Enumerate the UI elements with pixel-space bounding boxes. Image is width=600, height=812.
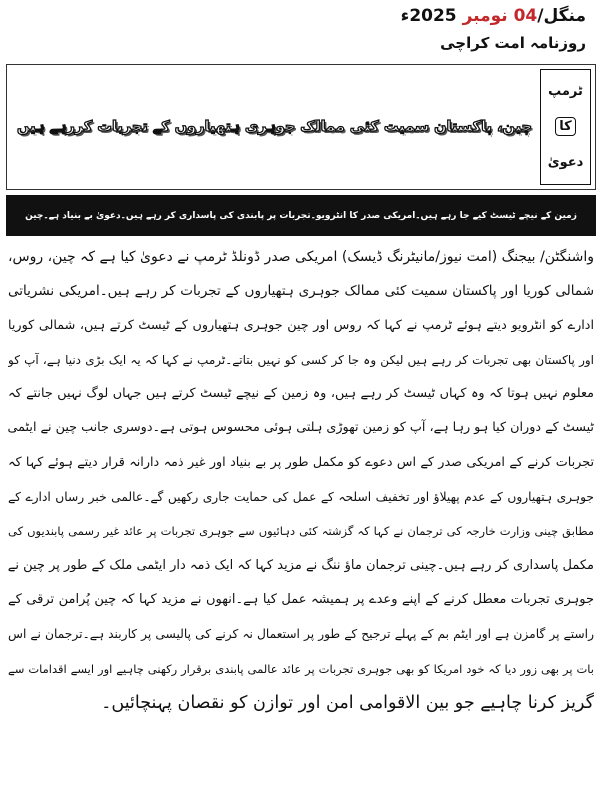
body-line: تجربات کرنے کے امریکی صدر کے اس دعوے کو مکمل طور پر بے بنیاد اور غیر ذمہ دارانہ قرار دیتے ہوئے کہا کہ xyxy=(8,454,594,470)
body-line: مطابق چینی وزارت خارجہ کی ترجمان نے کہا کہ گزشتہ کئی دہائیوں سے جوہری تجربات پر عائد غیر رسمی پابندیوں کی xyxy=(8,524,594,539)
body-line: راستے پر گامزن ہے اور ایٹم بم کے پہلے ترجیح کے طور پر استعمال نہ کرنے کی پالیسی پر کاربند ہے۔ترجمان نے اس xyxy=(8,627,594,642)
body-line: معلوم نہیں ہوتا کہ وہ کہاں ٹیسٹ کر رہے ہیں، وہ زمین کے نیچے ٹیسٹ کرتے ہیں جہاں لوگ نہیں جانتے کہ xyxy=(8,386,594,402)
body-line: شمالی کوریا اور پاکستان سمیت کئی ممالک جوہری ہتھیاروں کے تجربات کر رہے ہیں۔امریکی نشریاتی xyxy=(8,283,594,300)
claim-box-line-3: دعویٰ xyxy=(545,154,587,171)
body-line: ٹیسٹ کے دوران کیا ہو رہا ہے، آپ کو زمین تھوڑی ہلتی ہوئی محسوس ہوتی ہے۔دوسری جانب چین نے ایٹمی xyxy=(8,420,594,436)
claim-box-line-1: ٹرمپ xyxy=(545,83,586,100)
body-line: جوہری تجربات معطل کرنے کے اپنے وعدے پر ہمیشہ عمل کیا ہے۔انھوں نے مزید کہا کہ چین پُرامن ترقی کے xyxy=(8,591,594,607)
dateline xyxy=(401,6,586,26)
article-body xyxy=(8,240,594,808)
newspaper-name: روزنامہ امت کراچی xyxy=(440,34,586,52)
day-name: منگل xyxy=(543,6,586,26)
body-line: ادارے کو انٹرویو دیتے ہوئے ٹرمپ نے کہا کہ روس اور چین جوہری ہتھیاروں کے ٹیسٹ کرتے ہیں، شمالی کوریا xyxy=(8,317,594,333)
date-separator: / xyxy=(537,6,544,26)
body-line: جوہری ہتھیاروں کے عدم پھیلاؤ اور تخفیف اسلحہ کے عمل کی حمایت جاری رکھیں گے۔عالمی خبر رساں ادارے کے xyxy=(8,490,594,505)
date-day: 04 xyxy=(513,6,538,26)
subheadline: زمین کے نیچے ٹیسٹ کیے جا رہے ہیں۔امریکی صدر کا انٹرویو۔تجربات پر پابندی کی پاسداری کر رہے ہیں۔دعویٰ بے بنیاد ہے۔چین xyxy=(25,210,577,221)
headline-banner xyxy=(6,64,596,190)
body-line: بات پر بھی زور دیا کہ خود امریکا کو بھی جوہری تجربات پر عائد عالمی پابندی برقرار رکھنی چاہیے اور ایسے اقدامات سے xyxy=(8,661,594,676)
subheadline-strip xyxy=(6,195,596,236)
headline-area xyxy=(11,69,538,185)
date-year: 2025ء xyxy=(400,6,457,26)
claim-box xyxy=(540,69,591,185)
body-line: اور پاکستان بھی تجربات کر رہے ہیں لیکن وہ جا کر کسی کو نہیں بتاتے۔ٹرمپ نے کہا کہ یہ ایک بڑی دنیا ہے، آپ کو xyxy=(8,352,594,367)
headline: چین، پاکستان سمیت کئی ممالک جوہری ہتھیاروں کے تجربات کررہے ہیں xyxy=(17,118,532,135)
body-line: واشنگٹن/ بیجنگ (امت نیوز/مانیٹرنگ ڈیسک) امریکی صدر ڈونلڈ ٹرمپ نے دعویٰ کیا ہے کہ چین، روس، xyxy=(8,249,594,265)
date-month: نومبر xyxy=(462,6,508,26)
body-line: مکمل پاسداری کر رہے ہیں۔چینی ترجمان ماؤ ننگ نے مزید کہا کہ ایک ذمہ دار ایٹمی ملک کے طور پر چین نے xyxy=(8,557,594,573)
claim-box-line-2: کا xyxy=(555,117,575,136)
body-line: گریز کرنا چاہیے جو بین الاقوامی امن اور توازن کو نقصان پہنچائیں۔ xyxy=(101,692,594,713)
